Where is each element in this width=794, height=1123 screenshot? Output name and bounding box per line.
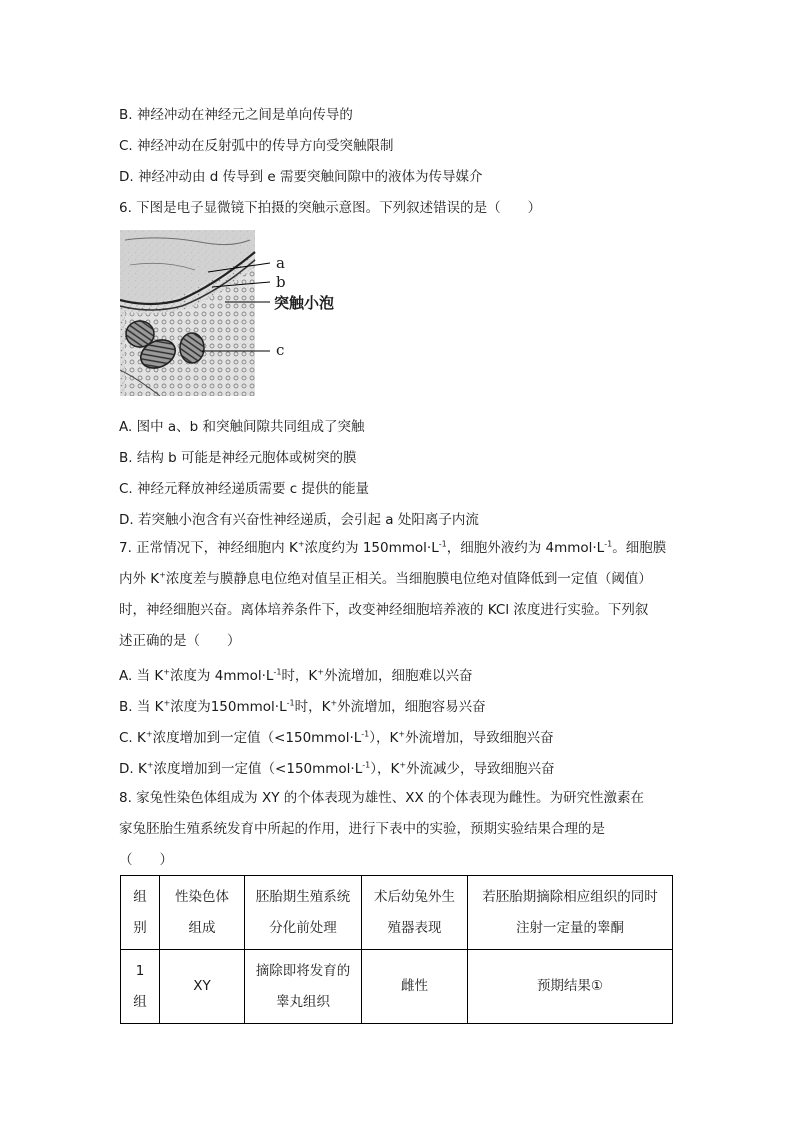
cell-genitalia: 雌性 — [362, 950, 468, 1024]
q8-stem-line-2: 家兔胚胎生殖系统发育中所起的作用，进行下表中的实验，预期实验结果合理的是 — [119, 821, 605, 837]
q7-option-b: B. 当 K+浓度为$150mmol\cdot L^{-1}$时，K+外流增加，细胞容易兴奋 — [119, 698, 486, 715]
q5-option-c: C. 神经冲动在反射弧中的传导方向受突触限制 — [119, 138, 394, 154]
q6-option-a: A. 图中 a、b 和突触间隙共同组成了突触 — [119, 419, 365, 435]
header-testosterone: 若胚胎期摘除相应组织的同时 注射一定量的睾酮 — [468, 876, 673, 950]
q5-option-d: D. 神经冲动由 d 传导到 e 需要突触间隙中的液体为传导媒介 — [119, 169, 483, 185]
synapse-micrograph-figure — [120, 230, 350, 396]
header-genitalia: 术后幼兔外生 殖器表现 — [362, 876, 468, 950]
table-row — [121, 950, 673, 1024]
header-sex-chromosomes: 性染色体 组成 — [160, 876, 245, 950]
cell-group: 1 组 — [121, 950, 160, 1024]
q7-stem-line-3: 时，神经细胞兴奋。离体培养条件下，改变神经细胞培养液的 KCl 浓度进行实验。下列叙 — [119, 602, 649, 618]
header-group: 组 别 — [121, 876, 160, 950]
cell-treatment: 摘除即将发育的 睾丸组织 — [245, 950, 362, 1024]
q7-stem — [119, 533, 675, 657]
q8-experiment-table — [120, 875, 673, 1024]
q7-option-c: C. K+浓度增加到一定值$(<150mmol\cdot L^{-1})$，K+外流增加，导致细胞兴奋 — [119, 729, 554, 746]
table-header-row — [121, 876, 673, 950]
q5-option-b: B. 神经冲动在神经元之间是单向传导的 — [119, 107, 353, 123]
q7-option-d: D. K+浓度增加到一定值$(<150mmol\cdot L^{-1})$，K+外流减少，导致细胞兴奋 — [119, 760, 555, 777]
figure-label-c: c — [276, 341, 285, 359]
q6-option-b: B. 结构 b 可能是神经元胞体或树突的膜 — [119, 450, 357, 466]
figure-label-vesicle: 突触小泡 — [274, 294, 335, 312]
q8-stem — [119, 783, 675, 876]
q7-option-a: A. 当 K+浓度为 $4mmol\cdot L^{-1}$时，K+外流增加，细胞难以兴奋 — [119, 667, 473, 684]
cell-chromosomes: XY — [160, 950, 245, 1024]
q6-stem: 6. 下图是电子显微镜下拍摄的突触示意图。下列叙述错误的是（ ） — [119, 200, 542, 216]
q6-option-c: C. 神经元释放神经递质需要 c 提供的能量 — [119, 481, 370, 497]
figure-label-a: a — [276, 254, 285, 272]
figure-label-b: b — [276, 273, 286, 291]
q7-stem-line-4: 述正确的是（ ） — [119, 633, 241, 649]
header-treatment: 胚胎期生殖系统 分化前处理 — [245, 876, 362, 950]
synapse-micrograph — [120, 230, 350, 396]
q7-stem-line-1: 7. 正常情况下，神经细胞内 K+浓度约为 $150mmol\cdot L^{-1}$，细胞外液约为 $4mmol\cdot L^{-1}$。细胞膜 — [119, 539, 667, 556]
q8-stem-line-3: （ ） — [119, 852, 173, 868]
cell-expected-result: 预期结果① — [468, 950, 673, 1024]
q8-stem-line-1: 8. 家兔性染色体组成为 XY 的个体表现为雄性、XX 的个体表现为雌性。为研究性激素在 — [119, 790, 645, 806]
q7-stem-line-2: 内外 K+浓度差与膜静息电位绝对值呈正相关。当细胞膜电位绝对值降低到一定值（阈值） — [119, 570, 652, 587]
q6-option-d: D. 若突触小泡含有兴奋性神经递质，会引起 a 处阳离子内流 — [119, 512, 479, 528]
